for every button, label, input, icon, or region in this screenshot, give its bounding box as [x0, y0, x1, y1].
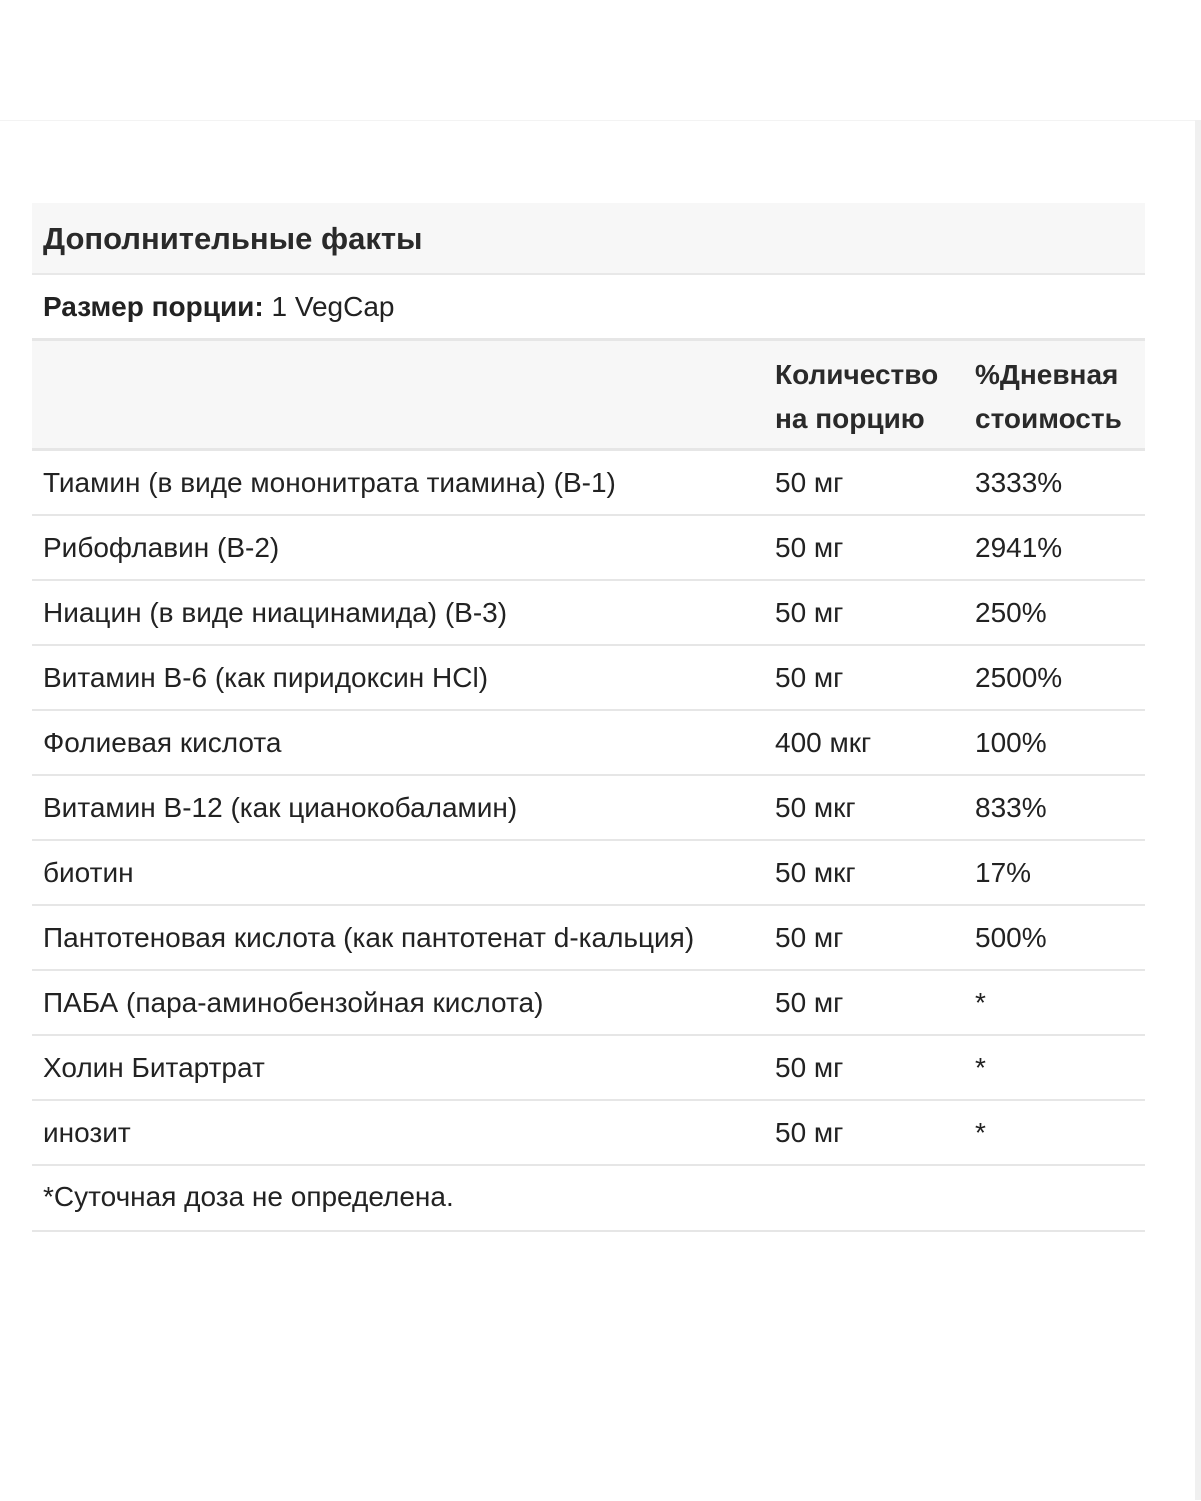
footnote: *Суточная доза не определена.	[32, 1166, 1145, 1232]
nutrient-daily-value: 3333%	[975, 467, 1063, 498]
table-header	[32, 341, 1145, 451]
nutrient-name: Витамин B-12 (как цианокобаламин)	[43, 792, 518, 823]
amount-header-line1: Количество	[775, 359, 939, 390]
table-row	[32, 971, 1145, 1036]
nutrient-daily-value: 500%	[975, 922, 1047, 953]
nutrient-daily-value: *	[975, 1117, 986, 1148]
nutrient-amount: 400 мкг	[775, 727, 872, 758]
nutrient-name: инозит	[43, 1117, 131, 1148]
facts-title: Дополнительные факты	[32, 203, 1145, 275]
table-row	[32, 646, 1145, 711]
dv-header-line1: %Дневная	[975, 359, 1119, 390]
facts-table-body	[32, 451, 1145, 1166]
table-row	[32, 841, 1145, 906]
nutrient-name: Пантотеновая кислота (как пантотенат d-кальция)	[43, 922, 695, 953]
table-row	[32, 1101, 1145, 1166]
table-row	[32, 451, 1145, 516]
nutrient-name: Ниацин (в виде ниацинамида) (B-3)	[43, 597, 508, 628]
nutrient-amount: 50 мг	[775, 987, 844, 1018]
nutrient-amount: 50 мкг	[775, 792, 856, 823]
nutrient-name: Фолиевая кислота	[43, 727, 282, 758]
nutrient-amount: 50 мг	[775, 532, 844, 563]
dv-header-line2: стоимость	[975, 403, 1122, 434]
daily-value-column-header	[975, 353, 1122, 441]
nutrient-amount: 50 мг	[775, 467, 844, 498]
table-row	[32, 906, 1145, 971]
table-row	[32, 776, 1145, 841]
nutrient-name: Витамин B-6 (как пиридоксин HCl)	[43, 662, 489, 693]
table-row	[32, 1036, 1145, 1101]
amount-header-line2: на порцию	[775, 403, 925, 434]
amount-column-header	[775, 353, 938, 441]
page-edge	[1195, 120, 1201, 1500]
nutrient-name: Холин Битартрат	[43, 1052, 265, 1083]
nutrient-amount: 50 мкг	[775, 857, 856, 888]
nutrient-daily-value: *	[975, 987, 986, 1018]
supplement-facts-panel	[32, 203, 1145, 1232]
nutrient-amount: 50 мг	[775, 1117, 844, 1148]
nutrient-daily-value: 17%	[975, 857, 1032, 888]
serving-size-label: Размер порции:	[43, 291, 264, 322]
table-row	[32, 581, 1145, 646]
nutrient-daily-value: 250%	[975, 597, 1047, 628]
nutrient-amount: 50 мг	[775, 922, 844, 953]
table-row	[32, 516, 1145, 581]
nutrient-amount: 50 мг	[775, 597, 844, 628]
nutrient-name: ПАБА (пара-аминобензойная кислота)	[43, 987, 544, 1018]
nutrient-name: Тиамин (в виде мононитрата тиамина) (B-1)	[43, 467, 616, 498]
nutrient-name: биотин	[43, 857, 134, 888]
nutrient-daily-value: 833%	[975, 792, 1047, 823]
nutrient-daily-value: 2941%	[975, 532, 1063, 563]
nutrient-daily-value: *	[975, 1052, 986, 1083]
serving-size	[32, 275, 1145, 341]
nutrient-name: Рибофлавин (B-2)	[43, 532, 280, 563]
table-row	[32, 711, 1145, 776]
nutrient-daily-value: 100%	[975, 727, 1047, 758]
nutrient-daily-value: 2500%	[975, 662, 1063, 693]
serving-size-value: 1 VegCap	[271, 291, 395, 322]
nutrient-amount: 50 мг	[775, 662, 844, 693]
nutrient-amount: 50 мг	[775, 1052, 844, 1083]
